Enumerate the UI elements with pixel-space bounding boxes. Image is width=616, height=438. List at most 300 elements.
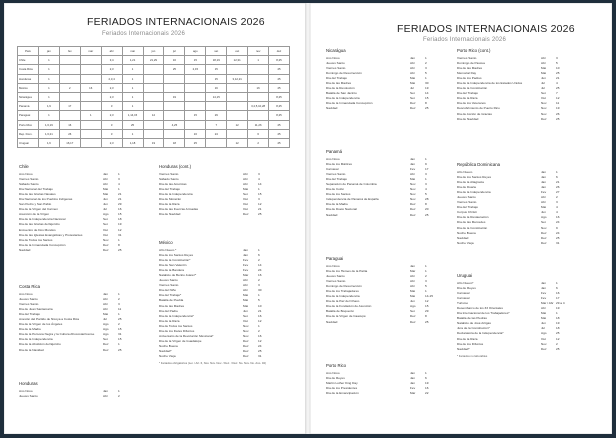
holiday-month: Dez	[243, 343, 249, 348]
holiday-name: Declaratoria de la Independencia*	[457, 331, 504, 336]
holiday-day: 1	[118, 342, 120, 347]
holiday-day: 1	[556, 281, 558, 285]
holiday-day: 29	[118, 202, 122, 207]
holiday-month: Set	[103, 337, 108, 342]
holiday-name: Descubrimiento de Puerto Rico	[457, 106, 500, 111]
holiday-month: Ago	[103, 327, 109, 332]
holiday-day: 3	[118, 177, 120, 182]
holiday-name: Día del Trabajo	[326, 76, 347, 81]
holiday-month: Jun	[103, 202, 108, 207]
holiday-section-chile	[19, 164, 139, 253]
holiday-name: Viernes Santo	[19, 177, 39, 182]
holiday-name: Día de la Virgen de Guadalupe	[159, 338, 202, 343]
holiday-name: Día de la Madre	[326, 202, 349, 207]
holiday-name: Batalla de Boquerón	[326, 309, 355, 314]
days-cell: 16	[164, 56, 185, 65]
holiday-name: Día Nacional del Trabajo	[19, 187, 53, 192]
holiday-month: Out	[541, 96, 546, 101]
holiday-month: Jan	[243, 253, 248, 258]
holiday-name: Día de las Madres	[457, 66, 483, 71]
holiday-name: Día de la Independencia*	[159, 313, 194, 318]
holiday-section-costa-rica	[19, 284, 139, 353]
holiday-month: Jan	[410, 162, 415, 167]
holiday-month: Dez	[541, 346, 547, 351]
holiday-day: 15	[118, 337, 122, 342]
holiday-day: 6	[258, 253, 260, 258]
holiday-name: Día de la Paz del Chaco	[326, 299, 360, 304]
holiday-day: 31	[556, 240, 560, 245]
holiday-name: Día de los Santos Reyes	[457, 175, 492, 180]
days-cell: 19	[164, 92, 185, 101]
holiday-month: Out	[243, 202, 248, 207]
days-cell	[80, 92, 101, 101]
holiday-month: Abr	[410, 66, 415, 71]
days-cell	[227, 111, 248, 120]
days-cell: 2,3,4	[101, 74, 122, 83]
holiday-name: Ano Novo	[326, 371, 340, 375]
holiday-name: Domingo de Pascua	[457, 61, 485, 66]
holiday-name: Separación de Panamá de Colombia	[326, 182, 377, 187]
holiday-day: 25	[258, 212, 262, 217]
section-note: * Feriados obrigatórios (Lei. / Art. 6, Nov. Nov. Nov. / Dez. / Dez. No. Nov. No. Ano. 04)	[159, 361, 266, 366]
holiday-name: Ano Novo	[19, 172, 33, 176]
holiday-day: 2	[118, 322, 120, 327]
holiday-month: Fev	[243, 263, 249, 268]
days-cell: 12	[227, 138, 248, 147]
holiday-month: Jan	[103, 389, 108, 393]
holiday-month: Nov	[541, 225, 547, 230]
holiday-day: 24	[258, 268, 262, 273]
days-cell: 19	[143, 138, 164, 147]
holiday-name: Navidad	[326, 212, 338, 217]
list-item	[19, 348, 139, 353]
holiday-day: 1	[425, 76, 427, 81]
holiday-name: Viernes Santo	[19, 302, 39, 307]
holiday-day: 10	[258, 303, 262, 308]
holiday-day: 5	[425, 71, 427, 76]
holiday-day: 12	[118, 227, 122, 232]
holiday-day: 3	[556, 56, 558, 60]
days-cell: 25	[164, 65, 185, 74]
holiday-day: 3	[118, 302, 120, 307]
holiday-day: 1	[425, 371, 427, 375]
holiday-day: 25	[425, 106, 429, 111]
holiday-day: 30	[425, 81, 429, 86]
days-cell	[185, 92, 206, 101]
days-cell: 3	[101, 102, 122, 111]
holiday-name: Día de la Constitución*	[159, 258, 191, 263]
days-cell: 25	[269, 65, 290, 74]
list-item	[326, 320, 446, 325]
holiday-day: 12	[556, 96, 560, 101]
holiday-month: Nov	[410, 197, 416, 202]
holiday-month: Mai	[410, 81, 415, 86]
holiday-day: 24	[258, 343, 262, 348]
days-cell: 12,31	[227, 56, 248, 65]
table-row	[18, 56, 290, 65]
holiday-name: Día de Duarte	[457, 185, 477, 190]
days-cell	[59, 92, 80, 101]
holiday-name: Día de la Bandera	[159, 268, 184, 273]
holiday-name: Batalla de San Jacinto	[326, 91, 357, 96]
table-header-cell: dez	[269, 47, 290, 56]
holiday-month: Ago	[103, 322, 109, 327]
holiday-month: Jan	[410, 381, 415, 386]
holiday-day: 9	[425, 162, 427, 167]
holiday-day: 25	[556, 71, 560, 76]
holiday-month: Mai	[541, 66, 546, 71]
holiday-name: Día del Trabajo	[457, 205, 478, 210]
holiday-month: Jan	[410, 371, 415, 375]
holiday-name: Día de la Independencia	[326, 294, 360, 299]
table-row	[18, 83, 290, 92]
holiday-name: Día de Morazán	[159, 197, 182, 202]
holiday-name: Día de Juan Santamaría	[19, 307, 53, 312]
holiday-month: Jul	[541, 86, 545, 91]
holiday-day: 25	[118, 347, 122, 352]
holiday-day: 12	[258, 318, 262, 323]
holiday-day: 21	[556, 180, 560, 185]
holiday-month: Abr	[103, 182, 108, 187]
holiday-month: Jul	[541, 81, 545, 86]
holiday-month: Fev	[410, 386, 416, 391]
holiday-name: Día de Navidad	[159, 212, 181, 217]
holiday-name: Independencia de Panamá de España	[326, 197, 379, 202]
holiday-month: Dez	[103, 247, 109, 252]
holiday-month: Nov	[541, 106, 547, 111]
country-cell: México	[18, 83, 39, 92]
holiday-day: 4	[556, 81, 558, 86]
holiday-name: Día de la Independencia Nacional	[19, 217, 66, 222]
days-cell: 2,3	[101, 111, 122, 120]
days-cell: 2,3	[101, 83, 122, 92]
holiday-name: Día de la Abolición del Ejército	[19, 342, 61, 347]
days-cell: 3,4,5,10,28	[248, 102, 269, 111]
days-cell: 1	[80, 111, 101, 120]
holiday-month: Mai	[410, 177, 415, 182]
holiday-day: 1	[118, 237, 120, 242]
holiday-month: Mai	[541, 311, 546, 316]
holiday-month: Jan	[410, 157, 415, 161]
holiday-month: Dez	[243, 212, 249, 217]
days-cell: 1	[122, 92, 143, 101]
holiday-name: Asunción de la Virgen	[19, 212, 50, 217]
holiday-day: 16	[258, 273, 262, 278]
holiday-day: 5	[556, 61, 558, 66]
holiday-name: Natalicio de Benito Juárez*	[159, 273, 197, 278]
holiday-month: Fev	[243, 258, 249, 263]
holiday-month: Mar	[410, 269, 416, 274]
holiday-name: Batalla de Puebla	[159, 298, 184, 303]
holiday-month: Dez	[541, 230, 547, 235]
days-cell: 16	[80, 83, 101, 92]
holiday-month: Abr	[243, 283, 248, 288]
holiday-day: 19	[556, 321, 560, 326]
days-cell: 1,18	[122, 138, 143, 147]
days-cell	[185, 83, 206, 92]
holiday-month: Dez	[103, 347, 109, 352]
holiday-month: Mai	[541, 316, 546, 321]
holiday-name: Navidad*	[159, 348, 172, 353]
holiday-name: Día de San Valentín	[159, 263, 187, 268]
days-cell	[164, 74, 185, 83]
days-cell: 1	[122, 74, 143, 83]
holiday-day: 12	[556, 336, 560, 341]
holiday-name: Día de la Altagracia	[457, 180, 484, 185]
holiday-month: Abr	[410, 71, 415, 76]
holiday-name: Ano Novo	[326, 56, 340, 60]
holiday-name: Día de los Padres	[457, 76, 482, 81]
holiday-name: Día de las Glorias del Ejército	[19, 222, 60, 227]
holiday-month: Dez	[243, 348, 249, 353]
holiday-day: 2	[258, 258, 260, 263]
country-cell: Panamá	[18, 102, 39, 111]
days-cell	[248, 74, 269, 83]
holiday-day: 1	[556, 170, 558, 174]
holiday-month: Ago	[410, 304, 416, 309]
holiday-day: 7	[556, 91, 558, 96]
days-cell	[80, 120, 101, 129]
holiday-month: Out	[243, 318, 248, 323]
section-note: * Feriados no laborables	[457, 353, 488, 358]
holiday-day: 1	[425, 264, 427, 268]
holiday-name: Viernes Santo	[159, 283, 179, 288]
days-cell: 25	[122, 120, 143, 129]
holiday-day: 21	[118, 192, 122, 197]
holiday-day: 5	[258, 298, 260, 303]
days-cell: 25	[269, 129, 290, 138]
holiday-name: Navidad	[19, 247, 31, 252]
holiday-name: Ano Novo	[19, 389, 33, 393]
holiday-day: 18	[556, 326, 560, 331]
list-item	[19, 248, 139, 253]
holiday-day: 1	[556, 311, 558, 316]
holiday-name: Sábado Santo	[19, 182, 39, 187]
holiday-day: 16	[425, 386, 429, 391]
holiday-month: Jul	[103, 207, 107, 212]
days-cell: 1,21	[122, 56, 143, 65]
holiday-name: Día de las Iglesias Evangélicas y Protestantes	[19, 232, 83, 237]
holiday-month: Fev	[541, 296, 547, 301]
section-title: México	[159, 240, 173, 245]
days-cell: 6	[248, 129, 269, 138]
table-header-cell: mar	[80, 47, 101, 56]
holiday-day: 19	[425, 381, 429, 386]
days-cell	[227, 65, 248, 74]
days-cell: 16,17	[59, 138, 80, 147]
holiday-month: Set	[541, 220, 546, 225]
days-cell	[59, 56, 80, 65]
holiday-month: Dez	[410, 202, 416, 207]
days-cell: 2,3	[101, 65, 122, 74]
holiday-name: Desembarco de los 33 Orientales	[457, 306, 503, 311]
holiday-day: 2	[556, 195, 558, 200]
country-cell: Nicarágua	[18, 92, 39, 101]
holiday-day: 26	[556, 185, 560, 190]
section-title: Nicarágua	[326, 48, 346, 53]
holiday-month: Out	[103, 232, 108, 237]
holiday-section-porto-rico-cont	[457, 48, 577, 122]
holiday-section-honduras-cont	[159, 164, 279, 217]
holiday-day: 1	[258, 187, 260, 192]
holiday-day: 4	[425, 187, 427, 192]
holiday-month: Abr	[410, 284, 415, 289]
country-cell: Rep. Dom.	[18, 129, 39, 138]
holiday-month: Dez	[541, 116, 547, 121]
holiday-month: Abr	[410, 61, 415, 66]
holiday-month: Abr	[541, 200, 546, 205]
days-cell: 2,15	[185, 65, 206, 74]
section-title: Chile	[19, 164, 29, 169]
days-cell	[80, 74, 101, 83]
holiday-name: Día de los Héroes de la Patria	[326, 269, 368, 274]
list-item	[457, 347, 577, 352]
holiday-day: 1	[425, 56, 427, 60]
holiday-day: 1	[425, 269, 427, 274]
days-cell: 1	[122, 83, 143, 92]
holiday-name: Noche Vieja	[457, 240, 474, 245]
holiday-day: 16	[556, 291, 560, 296]
days-cell: 1	[38, 65, 59, 74]
holiday-name: Anexión del Partido de Nicoya a Costa Rica	[19, 317, 80, 322]
holiday-day: 17	[425, 167, 429, 172]
days-cell: 16	[248, 83, 269, 92]
holiday-name: Día Internacional de los Trabajadores*	[457, 311, 510, 316]
holiday-day: 16	[556, 215, 560, 220]
holiday-month: Abr	[541, 306, 546, 311]
holiday-name: Jueves Santo	[457, 195, 476, 200]
holiday-name: Viernes Santo	[457, 56, 477, 60]
holiday-name: Viernes Santo	[159, 172, 179, 176]
days-cell: 2,3	[101, 138, 122, 147]
holiday-month: Jun	[410, 299, 415, 304]
holiday-name: Día de la Emancipación	[326, 391, 359, 396]
holiday-day: 1	[425, 289, 427, 294]
holiday-month: Set	[103, 222, 108, 227]
holiday-name: Día del Trabajo	[457, 91, 478, 96]
days-cell: 16	[185, 129, 206, 138]
list-item	[457, 117, 577, 122]
holiday-name: Día de la Virgen de los Ángeles	[19, 322, 63, 327]
holiday-day: 3	[258, 283, 260, 288]
holiday-name: Navidad*	[457, 346, 470, 351]
holiday-name: Carnaval	[457, 291, 470, 296]
days-cell	[59, 111, 80, 120]
holiday-month: Abr	[410, 274, 415, 279]
holiday-month: Abr	[243, 172, 248, 176]
holiday-day: 6	[425, 376, 427, 381]
right-page	[310, 3, 612, 434]
holiday-name: Día de la Independencia de los Estados Unidos	[457, 81, 523, 86]
holiday-month: Fev	[410, 167, 416, 172]
days-cell: 11,26	[248, 120, 269, 129]
table-row	[18, 120, 290, 129]
holiday-month: Abr	[103, 177, 108, 182]
holiday-month: Mar	[410, 391, 416, 396]
holiday-day: 3	[258, 172, 260, 176]
days-cell: 1	[38, 56, 59, 65]
holiday-name: Navidad	[326, 319, 338, 324]
holiday-day: 16	[258, 333, 262, 338]
days-cell	[59, 65, 80, 74]
holiday-name: Día de la Inmaculada Concepción	[326, 101, 373, 106]
holiday-name: Día de la Raza	[159, 202, 180, 207]
holiday-day: 14	[425, 91, 429, 96]
holiday-day: 21	[258, 207, 262, 212]
holiday-name: Día de la Virgen del Carmen	[19, 207, 58, 212]
holiday-day: 9	[556, 225, 558, 230]
section-title: Uruguai	[457, 273, 473, 278]
holiday-month: Set	[541, 91, 546, 96]
days-cell: 1,6,21	[38, 129, 59, 138]
holiday-name: Día de la Inmaculada Concepción	[19, 242, 66, 247]
holiday-name: Día de la Restauración	[457, 215, 489, 220]
holiday-name: Día de la Madre	[19, 327, 42, 332]
holiday-day: 1	[258, 248, 260, 252]
holiday-day: 22	[425, 391, 429, 396]
holiday-month: Set	[103, 217, 108, 222]
holiday-day: 3	[425, 172, 427, 177]
holiday-month: Mai	[243, 187, 248, 192]
days-cell	[143, 83, 164, 92]
holiday-day: 19	[118, 222, 122, 227]
page-title: FERIADOS INTERNACIONAIS 2026	[397, 23, 575, 35]
country-cell: Porto Rico	[18, 120, 39, 129]
list-item	[159, 354, 279, 359]
holiday-name: Ano Novo	[326, 264, 340, 268]
days-cell	[206, 138, 227, 147]
days-cell: 4,25	[164, 120, 185, 129]
section-title: Honduras (cont.)	[159, 164, 192, 169]
holiday-day: 4	[258, 177, 260, 182]
holiday-month: Nov	[243, 323, 249, 328]
holiday-month: Jun	[541, 76, 546, 81]
holiday-month: Jan	[541, 286, 546, 291]
days-cell	[227, 129, 248, 138]
holiday-month: Jun	[103, 197, 108, 202]
holiday-month: Jun	[541, 321, 546, 326]
holiday-month: Mai	[410, 289, 415, 294]
holiday-day: 2	[425, 61, 427, 66]
holiday-name: Día de la Independencia	[159, 192, 193, 197]
days-cell: 1,14,15	[122, 111, 143, 120]
days-cell: 1	[38, 74, 59, 83]
table-header-cell: jan	[38, 47, 59, 56]
table-header-cell: fev	[59, 47, 80, 56]
table-header-cell: out	[227, 47, 248, 56]
holiday-day: 1	[258, 293, 260, 298]
table-header-cell: ago	[185, 47, 206, 56]
table-header-cell: abr	[101, 47, 122, 56]
country-cell: Chile	[18, 56, 39, 65]
holiday-day: 29	[425, 309, 429, 314]
holiday-day: 31	[258, 353, 262, 358]
holiday-day: 1	[118, 187, 120, 192]
holiday-month: Mai	[103, 192, 108, 197]
days-cell: 3,4	[101, 56, 122, 65]
list-item	[457, 241, 577, 246]
page-subtitle: Feriados Internacionais 2026	[423, 37, 506, 43]
holiday-name: Batalla de las Piedras	[457, 316, 487, 321]
holiday-day: 25	[556, 346, 560, 351]
holiday-day: 3	[425, 66, 427, 71]
holiday-day: 6	[556, 286, 558, 291]
holiday-day: 21	[258, 308, 262, 313]
days-cell: 14,15	[206, 92, 227, 101]
holiday-month: Dez	[243, 353, 249, 358]
holiday-day: 16	[258, 313, 262, 318]
holiday-day: 29 a 4	[556, 301, 565, 306]
